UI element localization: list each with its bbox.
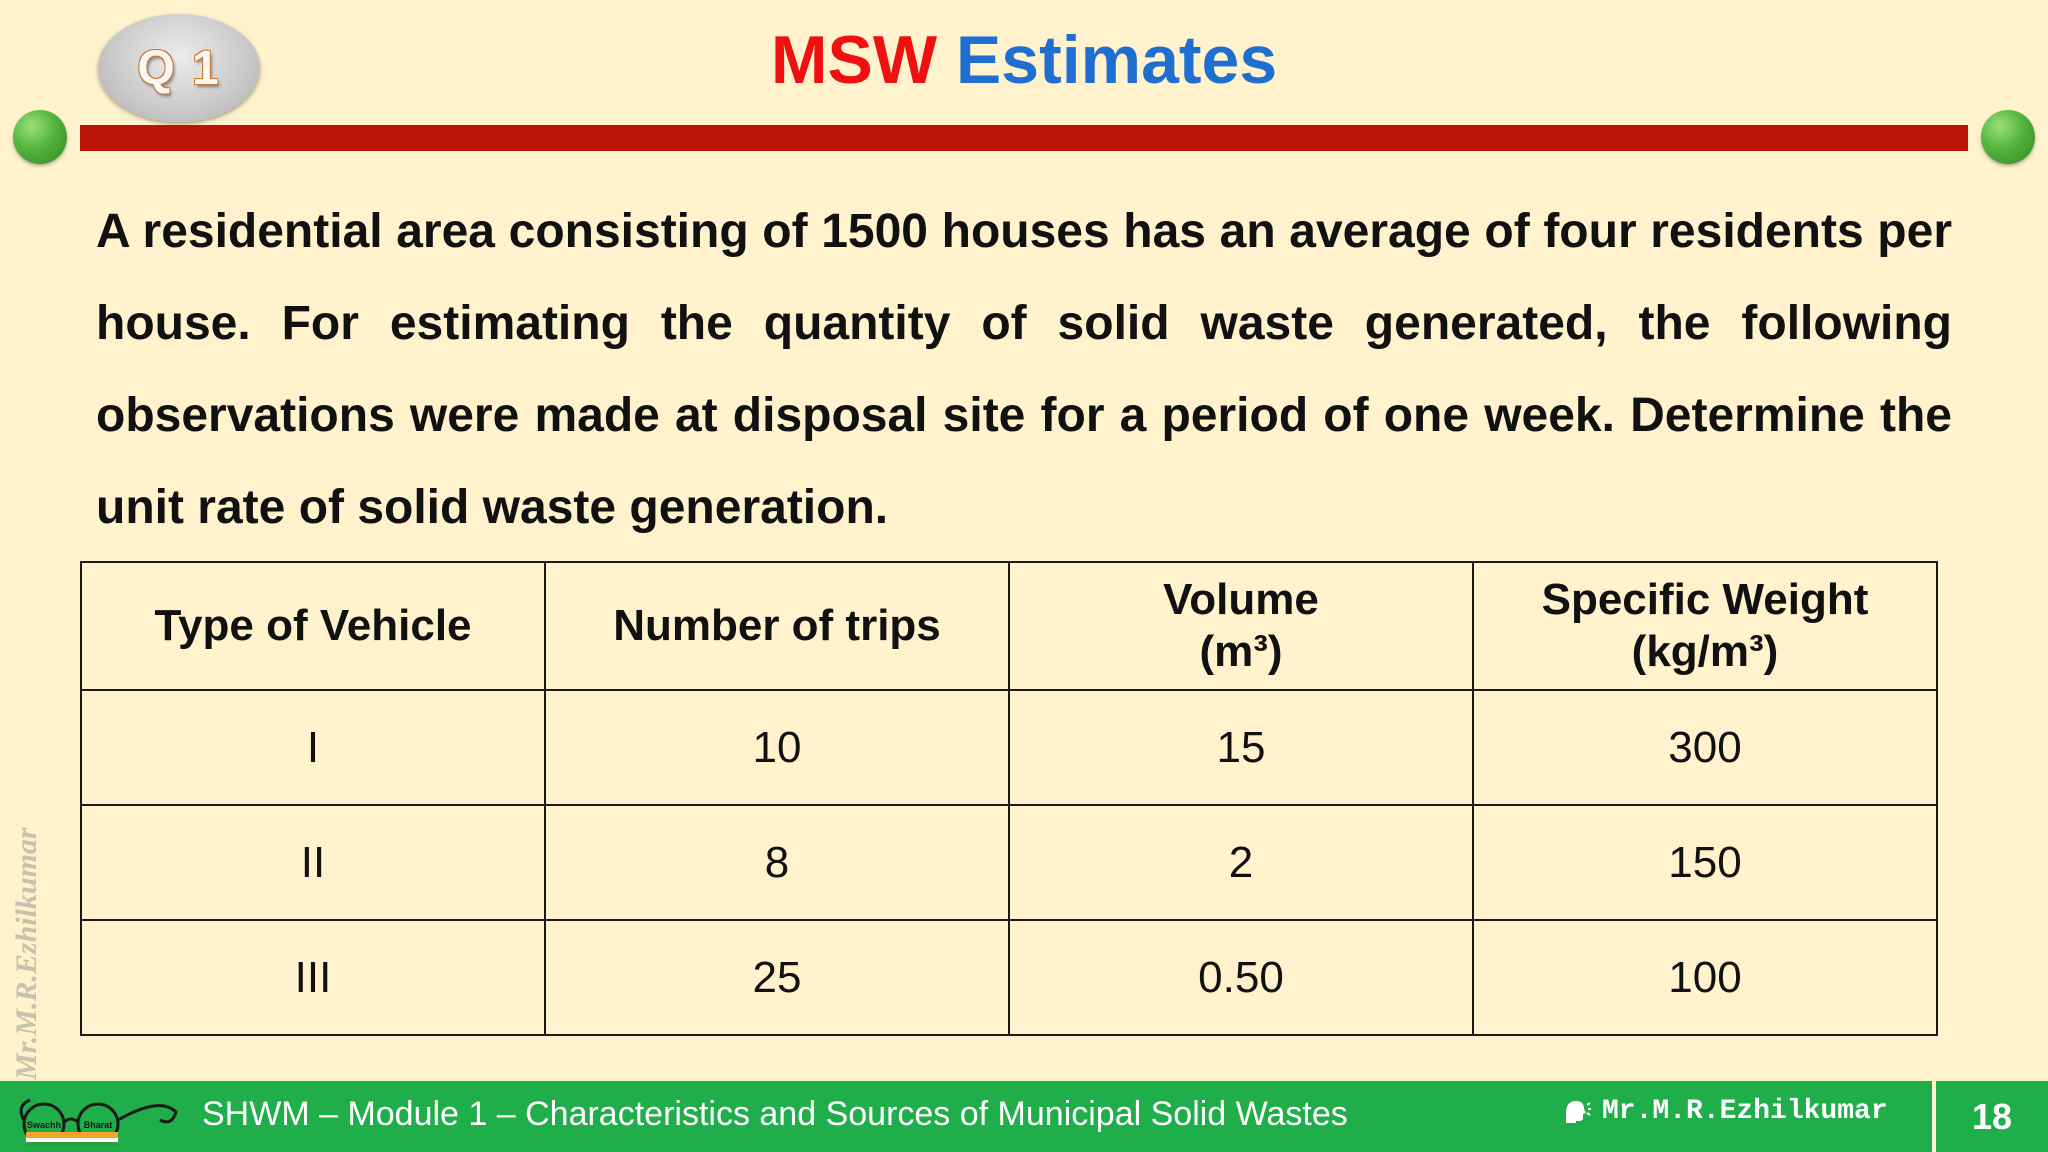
table-cell: 10 xyxy=(545,690,1009,805)
question-number: Q 1 xyxy=(137,41,221,95)
header-volume-label: Volume xyxy=(1163,575,1319,624)
speaking-head-icon xyxy=(1562,1097,1592,1127)
slide-title xyxy=(0,20,2048,100)
swachh-bharat-logo-icon xyxy=(10,1086,180,1148)
table-cell: 300 xyxy=(1473,690,1937,805)
slide-title-part1: MSW xyxy=(770,22,937,98)
question-text: A residential area consisting of 1500 houses has an average of four residents per house. For estimating the quantity of solid waste generated, the following observations were made at disposal site for a period of one week. Determine the unit rate of solid waste generation. xyxy=(96,205,1952,534)
table-cell: 15 xyxy=(1009,690,1473,805)
table-row xyxy=(81,920,1937,1035)
title-divider xyxy=(80,125,1968,151)
right-bullet-dot xyxy=(1981,110,2035,164)
table-cell: I xyxy=(81,690,545,805)
header-specific-weight-label: Specific Weight xyxy=(1541,575,1869,624)
observation-table xyxy=(80,561,1938,1036)
author-watermark: Mr.M.R.Ezhilkumar xyxy=(10,827,43,1080)
page-number: 18 xyxy=(1971,1095,2013,1137)
logo-text-left: Swachh xyxy=(26,1120,62,1130)
table-cell: 2 xyxy=(1009,805,1473,920)
header-number-of-trips xyxy=(545,562,1009,690)
header-volume-unit: (m³) xyxy=(1199,627,1283,676)
table-row xyxy=(81,690,1937,805)
table-cell: 100 xyxy=(1473,920,1937,1035)
table-cell: II xyxy=(81,805,545,920)
header-number-of-trips-label: Number of trips xyxy=(613,601,941,650)
table-cell: III xyxy=(81,920,545,1035)
course-title: SHWM – Module 1 – Characteristics and Sources of Municipal Solid Wastes xyxy=(202,1095,1348,1133)
table-cell: 0.50 xyxy=(1009,920,1473,1035)
page-number-box xyxy=(1936,1081,2048,1152)
table-header-row xyxy=(81,562,1937,690)
slide-title-part2: Estimates xyxy=(955,22,1278,98)
left-bullet-dot xyxy=(13,110,67,164)
header-vehicle-type xyxy=(81,562,545,690)
header-vehicle-type-label: Type of Vehicle xyxy=(154,601,472,650)
logo-text-right: Bharat xyxy=(83,1120,113,1130)
footer-author-name: Mr.M.R.Ezhilkumar xyxy=(1602,1096,1888,1127)
header-specific-weight-unit: (kg/m³) xyxy=(1631,627,1779,676)
table-cell: 25 xyxy=(545,920,1009,1035)
table-row xyxy=(81,805,1937,920)
footer-author xyxy=(1562,1096,1888,1127)
table-cell: 150 xyxy=(1473,805,1937,920)
header-volume xyxy=(1009,562,1473,690)
table-cell: 8 xyxy=(545,805,1009,920)
header-specific-weight xyxy=(1473,562,1937,690)
